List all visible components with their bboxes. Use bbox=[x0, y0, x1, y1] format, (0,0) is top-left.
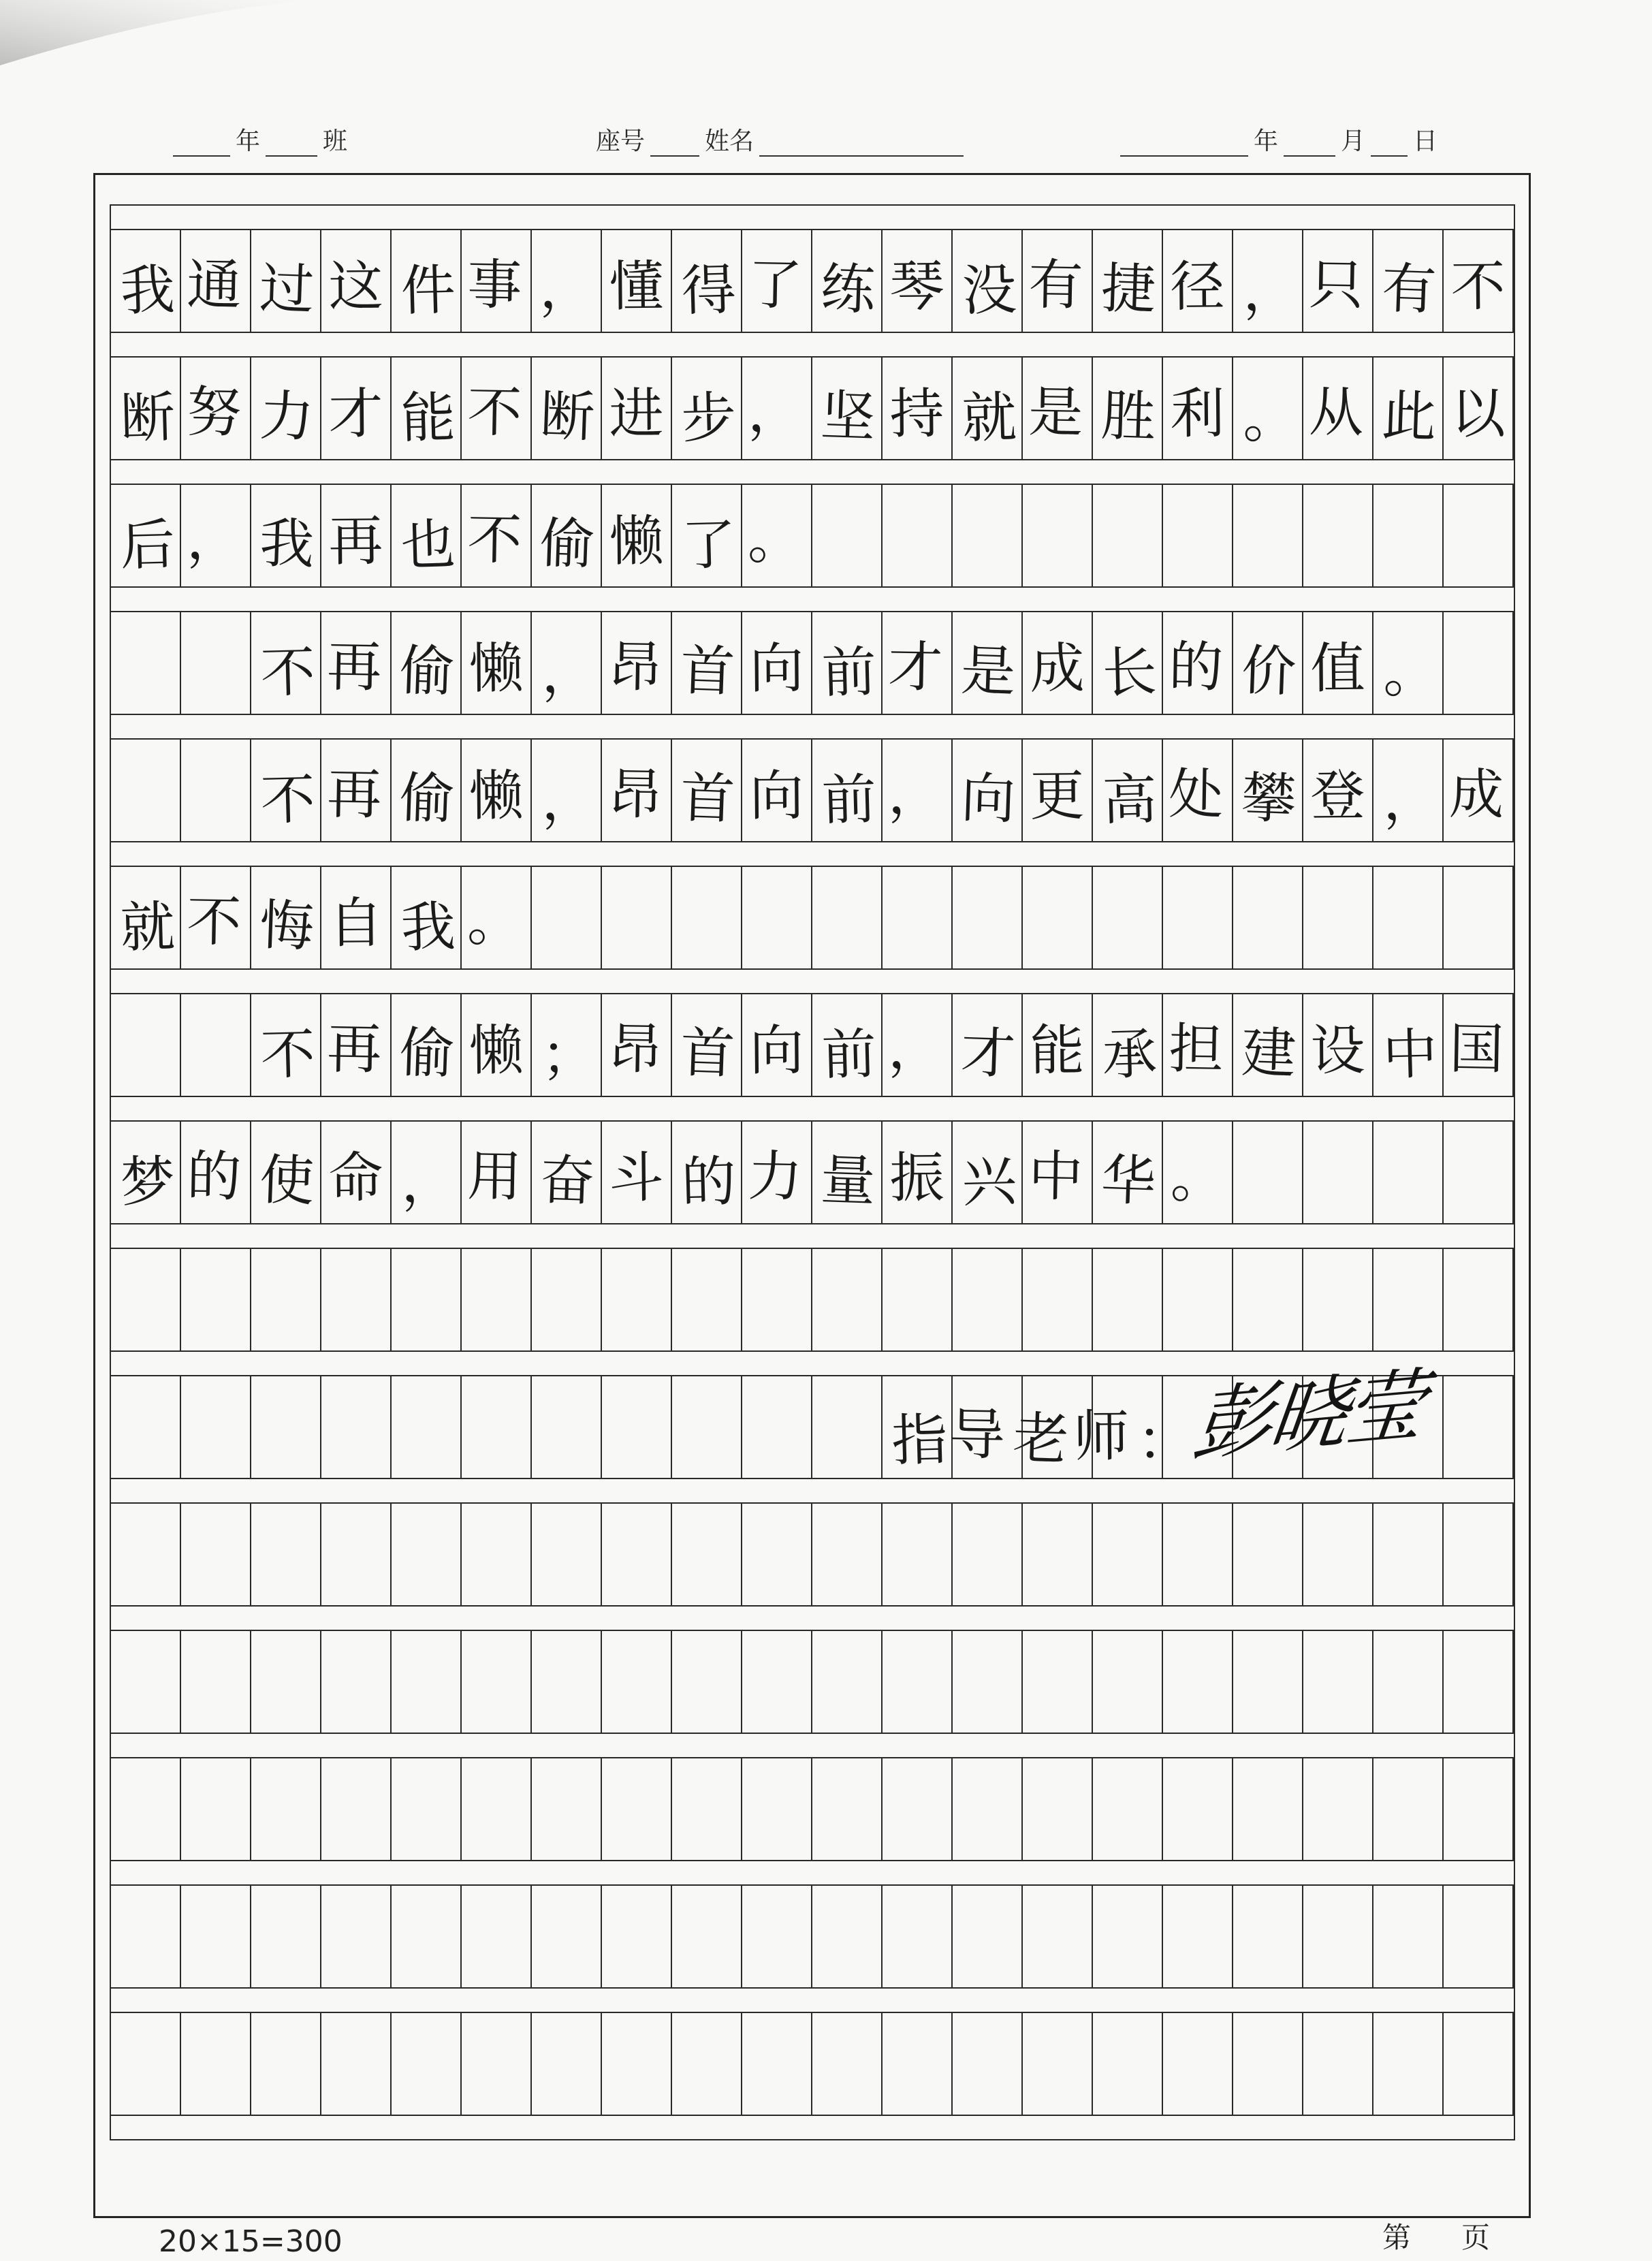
handwritten-char: 前 bbox=[821, 639, 877, 705]
handwritten-char: 向 bbox=[749, 636, 804, 700]
handwritten-char: 了 bbox=[680, 512, 737, 578]
handwritten-char: 件 bbox=[400, 257, 456, 323]
handwritten-line bbox=[111, 230, 1514, 332]
grid-row bbox=[111, 1223, 1514, 1350]
row-gap-strip bbox=[111, 204, 1514, 230]
handwritten-char: 能 bbox=[400, 385, 456, 450]
cell-row bbox=[111, 2013, 1514, 2115]
grid-spec-label: 20×15=300 bbox=[159, 2224, 343, 2259]
class-label: 班 bbox=[323, 127, 348, 155]
handwritten-char: 力 bbox=[747, 1143, 804, 1209]
handwritten-char: 持 bbox=[889, 381, 944, 445]
seat-blank bbox=[650, 132, 699, 157]
handwritten-line bbox=[111, 1122, 1233, 1223]
handwritten-char: 老 bbox=[1011, 1406, 1070, 1472]
page-number bbox=[1382, 2222, 1490, 2254]
page-number-blank bbox=[1411, 2222, 1461, 2254]
cell-row bbox=[111, 1631, 1514, 1733]
handwritten-line bbox=[111, 358, 1514, 459]
grid-row bbox=[111, 1860, 1514, 1987]
handwritten-char: 是 bbox=[959, 638, 1017, 703]
row-gap-strip bbox=[111, 586, 1514, 612]
handwritten-line bbox=[111, 867, 532, 968]
handwritten-char: ， bbox=[539, 256, 596, 321]
handwritten-char: 没 bbox=[961, 257, 1017, 323]
handwritten-char: 就 bbox=[961, 385, 1017, 450]
header-date bbox=[1120, 120, 1443, 157]
handwritten-char: 不 bbox=[259, 1022, 316, 1087]
handwritten-char: 能 bbox=[1030, 1018, 1085, 1082]
grid-row bbox=[111, 1605, 1514, 1733]
handwritten-char: 了 bbox=[747, 252, 804, 317]
handwritten-char: 。 bbox=[1382, 639, 1438, 705]
cell-row bbox=[111, 230, 1514, 332]
row-gap-strip bbox=[111, 1860, 1514, 1886]
row-gap-strip bbox=[111, 841, 1514, 867]
handwritten-char: 不 bbox=[259, 767, 316, 832]
handwritten-char: 用 bbox=[466, 1143, 523, 1209]
handwritten-char: 这 bbox=[328, 254, 383, 318]
grid-row bbox=[111, 332, 1514, 459]
grid-row bbox=[111, 204, 1514, 332]
handwritten-char: ， bbox=[1241, 257, 1298, 323]
handwritten-char: 。 bbox=[466, 889, 523, 954]
handwritten-char: 懒 bbox=[609, 509, 664, 573]
cell-row bbox=[111, 1886, 1514, 1987]
handwritten-char: 向 bbox=[749, 763, 804, 827]
handwritten-char: 梦 bbox=[119, 1149, 176, 1214]
handwritten-char: 再 bbox=[326, 634, 383, 699]
grid-row bbox=[111, 1733, 1514, 1860]
cell-row bbox=[111, 1504, 1514, 1605]
grid-row bbox=[111, 1350, 1514, 1478]
grid-row bbox=[111, 1987, 1514, 2115]
handwritten-char: 中 bbox=[1028, 1143, 1084, 1209]
handwritten-char: 昂 bbox=[607, 761, 663, 827]
handwritten-char: 只 bbox=[1308, 252, 1365, 317]
writing-grid bbox=[110, 204, 1515, 2140]
handwritten-char: 后 bbox=[119, 512, 176, 578]
handwritten-char: 坚 bbox=[819, 383, 876, 449]
handwritten-char: 通 bbox=[186, 252, 242, 317]
handwritten-char: 向 bbox=[749, 1018, 804, 1082]
row-gap-strip bbox=[111, 968, 1514, 994]
handwritten-char: 成 bbox=[1448, 761, 1505, 827]
cell-row bbox=[111, 358, 1514, 459]
row-gap-strip bbox=[111, 714, 1514, 740]
grid-row bbox=[111, 714, 1514, 841]
handwritten-char: 过 bbox=[258, 256, 315, 321]
handwritten-char: 设 bbox=[1310, 1018, 1365, 1082]
handwritten-char: 。 bbox=[1170, 1145, 1225, 1209]
handwritten-char: 不 bbox=[1450, 254, 1506, 318]
name-blank bbox=[759, 132, 964, 157]
handwritten-char: 的 bbox=[680, 1149, 737, 1214]
handwritten-char: ， bbox=[540, 767, 597, 832]
handwritten-char: 偷 bbox=[398, 1020, 456, 1086]
handwritten-char: 向 bbox=[959, 765, 1017, 831]
row-gap-strip bbox=[111, 1223, 1514, 1249]
handwritten-char: 懒 bbox=[468, 763, 524, 827]
handwritten-char: 首 bbox=[679, 1020, 736, 1086]
handwritten-char: 从 bbox=[1308, 379, 1365, 445]
handwritten-char: 事 bbox=[466, 252, 523, 317]
handwritten-char: 长 bbox=[1101, 639, 1158, 705]
handwritten-char: 。 bbox=[747, 507, 804, 572]
teacher-signature: 彭晓莹 bbox=[1188, 1359, 1428, 1472]
handwritten-line bbox=[111, 485, 812, 586]
page-curl-shadow bbox=[0, 0, 320, 75]
handwritten-char: 偷 bbox=[398, 765, 456, 831]
handwritten-char: 偷 bbox=[398, 638, 456, 703]
handwritten-char: 命 bbox=[328, 1145, 383, 1209]
handwritten-char: 悔 bbox=[258, 893, 315, 958]
row-gap-strip bbox=[111, 1478, 1514, 1504]
grid-row bbox=[111, 1096, 1514, 1223]
handwritten-line bbox=[251, 612, 1444, 714]
handwritten-char: 也 bbox=[400, 512, 456, 578]
month-label: 月 bbox=[1341, 127, 1366, 155]
handwritten-char: 此 bbox=[1380, 383, 1437, 449]
teacher-label bbox=[887, 1376, 1194, 1478]
handwritten-char: 我 bbox=[119, 257, 176, 323]
handwritten-line bbox=[251, 994, 1514, 1096]
handwritten-char: 步 bbox=[680, 385, 737, 450]
cell-row bbox=[111, 1122, 1514, 1223]
handwritten-char: 再 bbox=[326, 761, 383, 827]
handwritten-char: 量 bbox=[819, 1148, 876, 1213]
grid-row bbox=[111, 968, 1514, 1096]
handwritten-char: 胜 bbox=[1100, 383, 1157, 449]
handwritten-char: 的 bbox=[1168, 634, 1224, 699]
handwritten-char: ， bbox=[887, 761, 944, 827]
handwritten-char: 攀 bbox=[1240, 765, 1297, 831]
seat-label: 座号 bbox=[596, 127, 646, 155]
page-suffix: 页 bbox=[1461, 2221, 1491, 2254]
cell-row bbox=[111, 1758, 1514, 1860]
handwritten-char: 懒 bbox=[468, 636, 524, 700]
handwritten-char: 我 bbox=[400, 894, 456, 960]
handwritten-char: 不 bbox=[186, 889, 242, 954]
handwritten-char: 导 bbox=[948, 1402, 1006, 1468]
handwritten-char: 才 bbox=[959, 1020, 1017, 1086]
handwritten-char: 不 bbox=[259, 639, 316, 705]
handwritten-char: 才 bbox=[328, 381, 383, 445]
bottom-gap-strip bbox=[111, 2115, 1514, 2140]
year-label: 年 bbox=[1254, 127, 1279, 155]
handwritten-char: 不 bbox=[466, 379, 523, 445]
handwritten-char: 华 bbox=[1100, 1148, 1157, 1213]
handwritten-char: 首 bbox=[679, 638, 736, 703]
handwritten-char: 国 bbox=[1448, 1016, 1505, 1081]
class-blank bbox=[266, 132, 317, 157]
day-blank bbox=[1371, 132, 1408, 157]
handwritten-char: 首 bbox=[679, 765, 736, 831]
handwritten-char: ， bbox=[540, 639, 597, 705]
grid-row bbox=[111, 459, 1514, 586]
handwritten-char: 昂 bbox=[607, 634, 663, 699]
cell-row bbox=[111, 867, 1514, 968]
grid-row bbox=[111, 586, 1514, 714]
row-gap-strip bbox=[111, 1987, 1514, 2013]
handwritten-char: 力 bbox=[258, 383, 315, 449]
handwritten-char: 。 bbox=[1241, 385, 1298, 450]
handwritten-char: 得 bbox=[680, 257, 737, 323]
grid-row bbox=[111, 1478, 1514, 1605]
handwritten-char: 才 bbox=[887, 634, 944, 699]
handwritten-char: 前 bbox=[821, 767, 877, 832]
handwritten-char: 价 bbox=[1240, 638, 1297, 703]
cell-row bbox=[111, 612, 1514, 714]
handwritten-char: 琴 bbox=[889, 254, 944, 318]
handwritten-char: 指 bbox=[891, 1407, 949, 1474]
handwritten-char: 自 bbox=[328, 891, 383, 955]
handwritten-char: 懒 bbox=[468, 1018, 524, 1082]
handwritten-line bbox=[251, 740, 1514, 841]
handwritten-char: 断 bbox=[539, 383, 596, 449]
cell-row bbox=[111, 994, 1514, 1096]
cell-row bbox=[111, 740, 1514, 841]
header-student-info bbox=[590, 120, 964, 157]
handwritten-char: ， bbox=[887, 1016, 944, 1081]
handwritten-char: 利 bbox=[1170, 381, 1225, 445]
handwritten-char: 懂 bbox=[609, 254, 664, 318]
handwritten-char: 高 bbox=[1101, 767, 1158, 832]
handwritten-char: 再 bbox=[326, 1016, 383, 1081]
handwritten-char: 斗 bbox=[609, 1145, 664, 1209]
handwritten-char: ； bbox=[540, 1022, 597, 1087]
handwritten-char: 就 bbox=[119, 894, 176, 960]
page-prefix: 第 bbox=[1382, 2221, 1412, 2254]
name-label: 姓名 bbox=[705, 127, 754, 155]
row-gap-strip bbox=[111, 1096, 1514, 1122]
grade-label: 年 bbox=[236, 127, 261, 155]
handwritten-char: ， bbox=[186, 507, 242, 572]
handwritten-char: 处 bbox=[1168, 761, 1224, 827]
handwritten-char: 中 bbox=[1382, 1022, 1438, 1087]
handwritten-char: 建 bbox=[1240, 1020, 1297, 1086]
row-gap-strip bbox=[111, 1733, 1514, 1758]
handwritten-char: 断 bbox=[119, 385, 176, 450]
row-gap-strip bbox=[111, 332, 1514, 358]
handwritten-char: 振 bbox=[889, 1145, 944, 1209]
grade-blank bbox=[173, 132, 230, 157]
handwritten-char: 成 bbox=[1030, 636, 1085, 700]
handwritten-char: ， bbox=[747, 379, 804, 445]
month-blank bbox=[1284, 132, 1335, 157]
handwritten-char: 不 bbox=[466, 507, 523, 572]
handwritten-char: 前 bbox=[821, 1022, 877, 1087]
handwritten-char: 努 bbox=[186, 379, 242, 445]
handwritten-char: 捷 bbox=[1100, 256, 1157, 321]
handwritten-char: 奋 bbox=[539, 1148, 596, 1213]
row-gap-strip bbox=[111, 459, 1514, 485]
handwritten-char: 更 bbox=[1030, 763, 1085, 827]
handwritten-char: 昂 bbox=[607, 1016, 663, 1081]
handwritten-char: ， bbox=[400, 1149, 456, 1214]
header-class-info bbox=[173, 120, 353, 157]
handwritten-char: 承 bbox=[1101, 1022, 1158, 1087]
handwritten-char: ： bbox=[1136, 1407, 1194, 1474]
handwritten-char: 师 bbox=[1073, 1404, 1130, 1469]
handwritten-char: 再 bbox=[328, 509, 383, 573]
handwritten-char: 以 bbox=[1450, 381, 1506, 445]
handwritten-char: 是 bbox=[1028, 379, 1084, 445]
cell-row bbox=[111, 1359, 1514, 1478]
handwritten-char: ， bbox=[1382, 767, 1438, 832]
handwritten-char: 兴 bbox=[961, 1149, 1017, 1214]
cell-row bbox=[111, 1249, 1514, 1350]
handwritten-char: 登 bbox=[1310, 763, 1365, 827]
handwritten-char: 有 bbox=[1380, 256, 1437, 321]
handwritten-char: 的 bbox=[186, 1143, 242, 1209]
handwritten-char: 使 bbox=[258, 1148, 315, 1213]
handwritten-char: 我 bbox=[258, 511, 315, 576]
handwritten-char: 进 bbox=[609, 381, 664, 445]
day-label: 日 bbox=[1413, 127, 1438, 155]
handwritten-char: 偷 bbox=[539, 511, 596, 576]
row-gap-strip bbox=[111, 1605, 1514, 1631]
cell-row bbox=[111, 485, 1514, 586]
year-blank bbox=[1120, 132, 1248, 157]
handwritten-char: 有 bbox=[1028, 252, 1084, 317]
handwritten-char: 径 bbox=[1170, 254, 1225, 318]
handwritten-char: 值 bbox=[1310, 636, 1365, 700]
handwritten-char: 练 bbox=[819, 256, 876, 321]
handwritten-char: 担 bbox=[1168, 1016, 1224, 1081]
grid-row bbox=[111, 841, 1514, 968]
